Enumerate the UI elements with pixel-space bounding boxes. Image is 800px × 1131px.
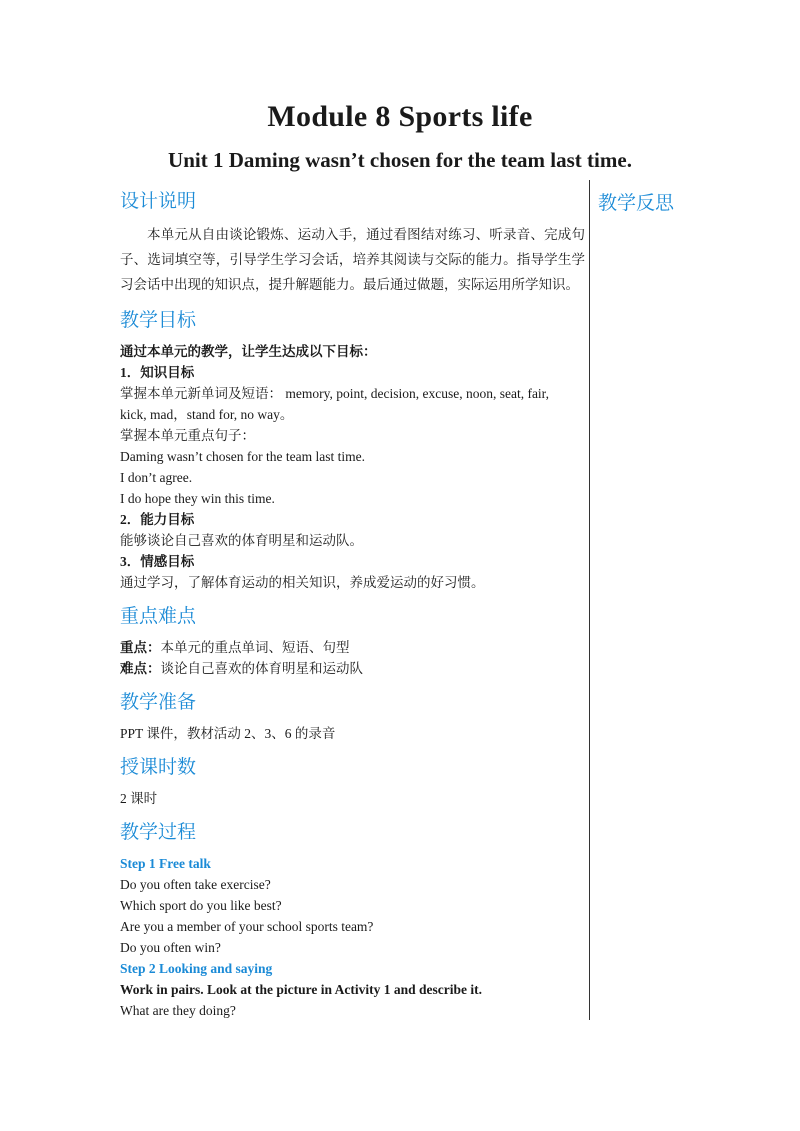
page-title: Module 8 Sports life <box>267 100 533 133</box>
hours-text: 2 课时 <box>120 791 158 806</box>
preparation-section <box>120 689 585 744</box>
hours-section <box>120 754 585 809</box>
design-section <box>120 188 585 297</box>
key-points-heading: 重点难点 <box>120 605 197 627</box>
step-2-title: Step 2 Looking and saying <box>120 961 273 976</box>
objectives-intro: 通过本单元的教学，让学生达成以下目标： <box>120 344 377 359</box>
key-points-section <box>120 603 585 679</box>
focus-label: 重点： <box>120 640 161 655</box>
difficulty-text: 谈论自己喜欢的体育明星和运动队 <box>160 661 363 676</box>
reflection-heading: 教学反思 <box>598 192 675 214</box>
question-line: Which sport do you like best? <box>120 898 282 913</box>
knowledge-line: 掌握本单元重点句子： <box>120 428 255 443</box>
key-sentence: I don’t agree. <box>120 470 193 485</box>
question-line: What are they doing? <box>120 1003 236 1018</box>
process-heading: 教学过程 <box>120 821 197 843</box>
objectives-heading: 教学目标 <box>120 309 197 331</box>
key-sentence: I do hope they win this time. <box>120 491 275 506</box>
process-section <box>120 819 585 1021</box>
focus-text: 本单元的重点单词、短语、句型 <box>160 640 350 655</box>
lesson-plan-body <box>120 188 585 1021</box>
key-sentence: Daming wasn’t chosen for the team last time. <box>120 449 365 464</box>
question-line: Are you a member of your school sports team? <box>120 919 374 934</box>
preparation-heading: 教学准备 <box>120 691 197 713</box>
knowledge-line: 掌握本单元新单词及短语： memory, point, decision, excuse, noon, seat, fair, <box>120 386 550 401</box>
preparation-text: PPT 课件，教材活动 2、3、6 的录音 <box>120 726 336 741</box>
difficulty-line <box>120 658 585 679</box>
emotion-goal-text: 通过学习，了解体育运动的相关知识，养成爱运动的好习惯。 <box>120 575 485 590</box>
ability-goal-title: 2．能力目标 <box>120 512 195 527</box>
question-line: Do you often take exercise? <box>120 877 271 892</box>
column-divider <box>589 180 590 1020</box>
knowledge-line: kick, mad，stand for, no way。 <box>120 407 294 422</box>
reflection-column <box>598 190 674 216</box>
ability-goal-text: 能够谈论自己喜欢的体育明星和运动队。 <box>120 533 363 548</box>
difficulty-label: 难点： <box>120 661 161 676</box>
design-paragraph: 本单元从自由谈论锻炼、运动入手，通过看图结对练习、听录音、完成句子、选词填空等，引导学生学习会话，培养其阅读与交际的能力。指导学生学习会话中出现的知识点，提升解题能力。最后通过做题，实际运用所学知识。 <box>120 227 585 292</box>
knowledge-goal-title: 1．知识目标 <box>120 365 195 380</box>
focus-line <box>120 637 585 658</box>
emotion-goal-title: 3．情感目标 <box>120 554 195 569</box>
hours-heading: 授课时数 <box>120 756 197 778</box>
question-line: Do you often win? <box>120 940 221 955</box>
step-2-instruction: Work in pairs. Look at the picture in Activity 1 and describe it. <box>120 982 483 997</box>
step-1-title: Step 1 Free talk <box>120 856 211 871</box>
design-heading: 设计说明 <box>120 190 197 212</box>
objectives-section <box>120 307 585 593</box>
unit-title: Unit 1 Daming wasn’t chosen for the team last time. <box>168 148 632 172</box>
